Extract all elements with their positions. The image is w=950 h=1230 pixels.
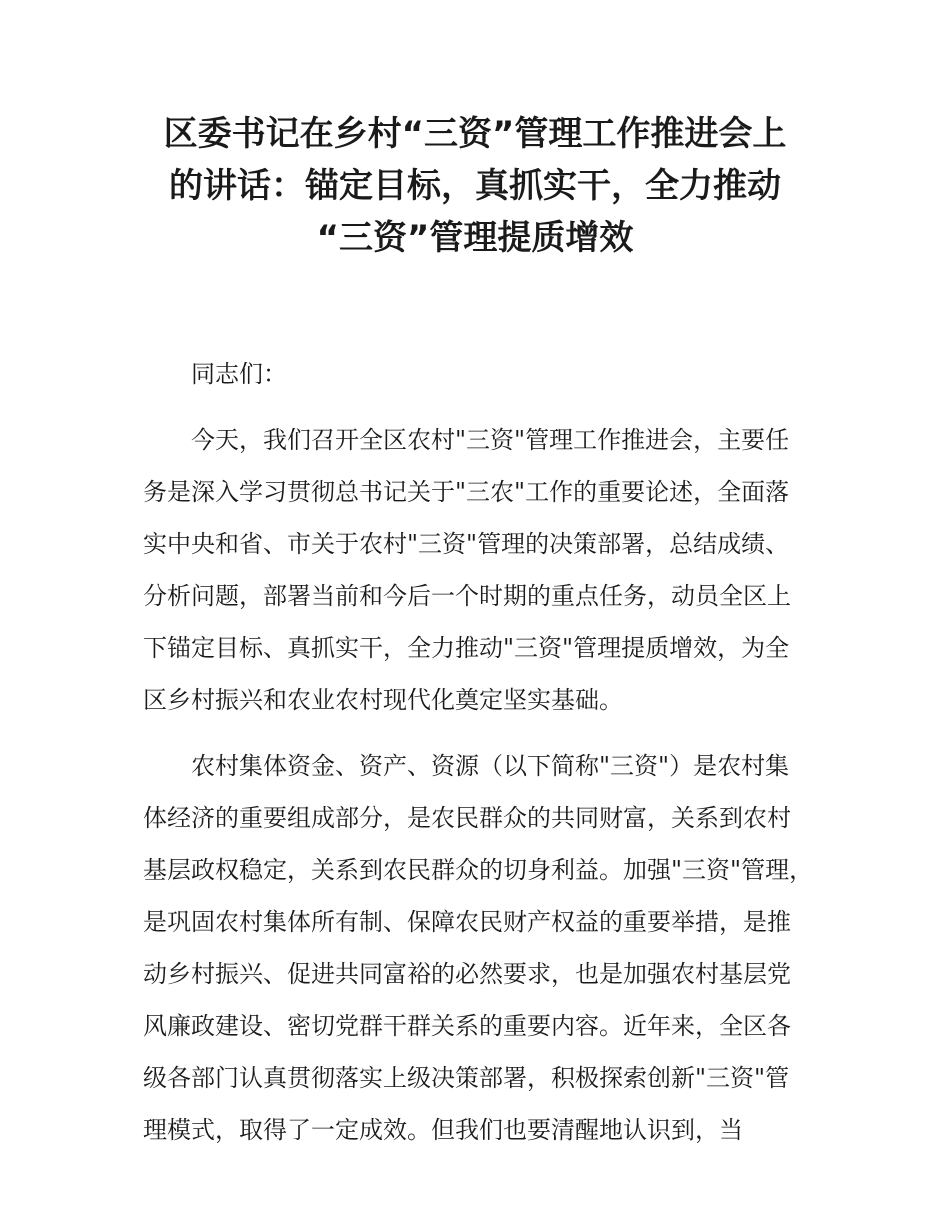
document-title: [100, 108, 850, 264]
paragraph-line: 理模式，取得了一定成效。但我们也要清醒地认识到，当: [143, 1116, 743, 1144]
paragraph-line: 务是深入学习贯彻总书记关于"三农"工作的重要论述，全面落: [143, 478, 790, 506]
document-body: [143, 348, 823, 1156]
title-line: 区委书记在乡村“三资”管理工作推进会上: [163, 114, 787, 154]
paragraph-line: 分析问题，部署当前和今后一个时期的重点任务，动员全区上: [143, 582, 791, 610]
greeting: 同志们：: [191, 360, 287, 388]
paragraph-line: 基层政权稳定，关系到农民群众的切身利益。加强"三资"管理，: [143, 856, 814, 884]
title-line: “三资”管理提质增效: [316, 218, 634, 258]
paragraph-line: 农村集体资金、资产、资源（以下简称"三资"）是农村集: [191, 752, 790, 780]
paragraph-line: 是巩固农村集体所有制、保障农民财产权益的重要举措，是推: [143, 908, 791, 936]
paragraph-line: 区乡村振兴和农业农村现代化奠定坚实基础。: [143, 686, 623, 714]
paragraph-line: 下锚定目标、真抓实干，全力推动"三资"管理提质增效，为全: [143, 634, 790, 662]
paragraph-line: 今天，我们召开全区农村"三资"管理工作推进会，主要任: [191, 426, 790, 454]
paragraph-line: 动乡村振兴、促进共同富裕的必然要求，也是加强农村基层党: [143, 960, 791, 988]
paragraph-line: 级各部门认真贯彻落实上级决策部署，积极探索创新"三资"管: [143, 1064, 790, 1092]
paragraph-line: 体经济的重要组成部分，是农民群众的共同财富，关系到农村: [143, 804, 791, 832]
paragraph-1: [143, 414, 823, 726]
paragraph-2: [143, 740, 823, 1156]
title-line: 的讲话：锚定目标，真抓实干，全力推动: [169, 166, 781, 206]
paragraph-line: 实中央和省、市关于农村"三资"管理的决策部署，总结成绩、: [143, 530, 790, 558]
paragraph-line: 风廉政建设、密切党群干群关系的重要内容。近年来，全区各: [143, 1012, 791, 1040]
